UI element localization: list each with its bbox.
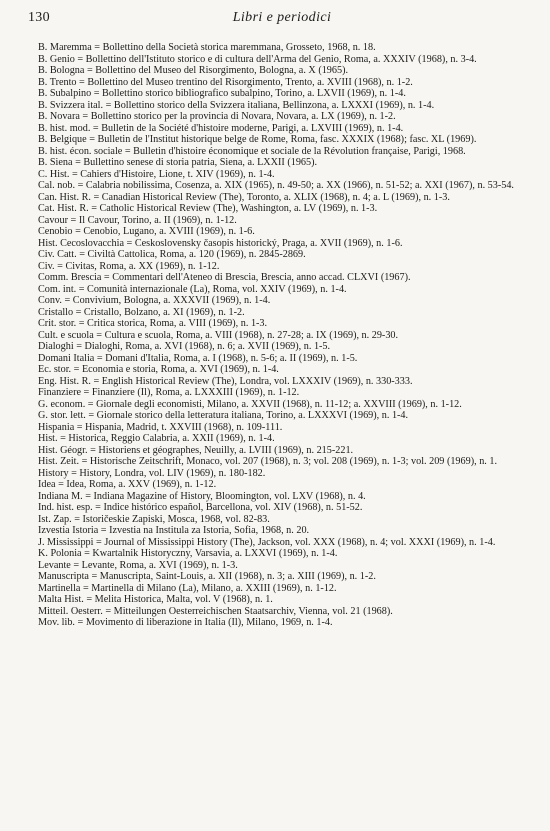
list-item: Cavour = Il Cavour, Torino, a. II (1969), n. 1-12. — [38, 214, 237, 226]
list-item: Cult. e scuola = Cultura e scuola, Roma, a. VIII (1968), n. 27-28; a. IX (1969), n. 29-30. — [38, 329, 399, 341]
list-item: Cat. Hist. R. = Catholic Historical Review (The), Washington, a. LV (1969), n. 1-3. — [38, 203, 378, 214]
list-item: B. Svizzera ital. = Bollettino storico della Svizzera italiana, Bellinzona, a. LXXXI (1969), n. 1-4. — [38, 99, 435, 111]
page-header — [28, 10, 536, 32]
list-item: B. Bologna = Bollettino del Museo del Risorgimento, Bologna, a. X (1965). — [38, 65, 349, 76]
list-item: Manuscripta = Manuscripta, Saint-Louis, a. XII (1968), n. 3; a. XIII (1969), n. 1-2. — [38, 571, 376, 582]
list-item: Hist. Géogr. = Historiens et géographes, Neuilly, a. LVIII (1969), n. 215-221. — [38, 444, 354, 456]
list-item: Cristallo = Cristallo, Bolzano, a. XI (1969), n. 1-2. — [38, 306, 245, 318]
list-item: K. Polonia = Kwartalnik Historyczny, Varsavia, a. LXXVI (1969), n. 1-4. — [38, 548, 338, 559]
abbreviation-list — [38, 42, 536, 629]
list-item: B. Trento = Bollettino del Museo trentino del Risorgimento, Trento, a. XVIII (1968), n. 1-2. — [38, 76, 413, 88]
list-item: Com. int. = Comunità internazionale (La), Roma, vol. XXIV (1969), n. 1-4. — [38, 283, 347, 295]
list-item: Hist. Zeit. = Historische Zeitschrift, Monaco, vol. 207 (1968), n. 3; vol. 208 (1969), n. 1-3; vol. 209 (1969), n. 1. — [38, 456, 498, 467]
page-number: 130 — [28, 10, 50, 25]
list-item: Ec. stor. = Economia e storia, Roma, a. XVI (1969), n. 1-4. — [38, 364, 279, 375]
list-item: J. Mississippi = Journal of Mississippi History (The), Jackson, vol. XXX (1968), n. 4; vol. XXXI (1969), n. 1-4. — [38, 536, 496, 548]
list-item: Hist. = Historica, Reggio Calabria, a. XXII (1969), n. 1-4. — [38, 433, 275, 444]
list-item: G. econom. = Giornale degli economisti, Milano, a. XXVII (1968), n. 11-12; a. XXVIII (1969), n. 1-12. — [38, 398, 462, 410]
list-item: Domani Italia = Domani d'Italia, Roma, a. I (1968), n. 5-6; a. II (1969), n. 1-5. — [38, 352, 358, 364]
list-item: Mitteil. Oesterr. = Mitteilungen Oesterreichischen Staatsarchiv, Vienna, vol. 21 (1968). — [38, 605, 393, 617]
list-item: C. Hist. = Cahiers d'Histoire, Lione, t. XIV (1969), n. 1-4. — [38, 168, 275, 180]
list-item: B. hist. mod. = Bulletin de la Société d'histoire moderne, Parigi, a. LXVIII (1969), n. 1-4. — [38, 122, 404, 134]
list-item: Hist. Cecoslovacchia = Ceskoslovensky časopis historický, Praga, a. XVII (1969), n. 1-6. — [38, 237, 403, 249]
list-item: Civ. Catt. = Civiltà Cattolica, Roma, a. 120 (1969), n. 2845-2869. — [38, 249, 306, 260]
list-item: Indiana M. = Indiana Magazine of History, Bloomington, vol. LXV (1968), n. 4. — [38, 490, 366, 502]
list-item: Comm. Brescia = Commentari dell'Ateneo di Brescia, Brescia, anno accad. CLXVI (1967). — [38, 272, 411, 283]
list-item: History = History, Londra, vol. LIV (1969), n. 180-182. — [38, 467, 266, 479]
list-item: B. Novara = Bollettino storico per la provincia di Novara, Novara, a. LX (1969), n. 1-2. — [38, 111, 396, 122]
list-item: Cenobio = Cenobio, Lugano, a. XVIII (1969), n. 1-6. — [38, 226, 255, 237]
list-item: Eng. Hist. R. = English Historical Review (The), Londra, vol. LXXXIV (1969), n. 330-333. — [38, 375, 413, 387]
list-item: Cal. nob. = Calabria nobilissima, Cosenza, a. XIX (1965), n. 49-50; a. XX (1966), n. 51-52; a. XXI (1967), n. 53-54. — [38, 180, 514, 191]
list-item: Hispania = Hispania, Madrid, t. XXVIII (1968), n. 109-111. — [38, 421, 283, 433]
list-item: Dialoghi = Dialoghi, Roma, a. XVI (1968), n. 6; a. XVII (1969), n. 1-5. — [38, 341, 331, 352]
list-item: Conv. = Convivium, Bologna, a. XXXVII (1969), n. 1-4. — [38, 295, 271, 306]
list-item: G. stor. lett. = Giornale storico della letteratura italiana, Torino, a. LXXXVI (1969), n. 1-4. — [38, 410, 409, 421]
list-item: Civ. = Civitas, Roma, a. XX (1969), n. 1-12. — [38, 260, 220, 272]
list-item: Mov. lib. = Movimento di liberazione in Italia (Il), Milano, 1969, n. 1-4. — [38, 617, 333, 628]
list-item: Crit. stor. = Critica storica, Roma, a. VIII (1969), n. 1-3. — [38, 318, 268, 329]
list-item: Malta Hist. = Melita Historica, Malta, vol. V (1968), n. 1. — [38, 594, 273, 605]
list-item: B. hist. écon. sociale = Bulletin d'histoire économique et sociale de la Révolution française, Parigi, 1968. — [38, 145, 466, 157]
list-item: B. Belgique = Bulletin de l'Institut historique belge de Rome, Roma, fasc. XXXIX (1968); fasc. XL (1969). — [38, 134, 477, 145]
list-item: Martinella = Martinella di Milano (La), Milano, a. XXIII (1969), n. 1-12. — [38, 582, 337, 594]
list-item: B. Siena = Bullettino senese di storia patria, Siena, a. LXXII (1965). — [38, 157, 318, 168]
running-title: Libri e periodici — [232, 10, 332, 25]
list-item: Levante = Levante, Roma, a. XVI (1969), n. 1-3. — [38, 559, 238, 571]
list-item: Ind. hist. esp. = Indice histórico español, Barcellona, vol. XIV (1968), n. 51-52. — [38, 502, 363, 513]
list-item: Idea = Idea, Roma, a. XXV (1969), n. 1-12. — [38, 479, 217, 490]
list-item: Ist. Zap. = Istoričeskie Zapiski, Mosca, 1968, vol. 82-83. — [38, 513, 270, 525]
list-item: Can. Hist. R. = Canadian Historical Review (The), Toronto, a. XLIX (1968), n. 4; a. L (1969), n. 1-3. — [38, 191, 450, 203]
list-item: B. Maremma = Bollettino della Società storica maremmana, Grosseto, 1968, n. 18. — [38, 42, 376, 53]
list-item: Izvestia Istoria = Izvestia na Institula za Istoria, Sofia, 1968, n. 20. — [38, 525, 310, 536]
list-item: Finanziere = Finanziere (Il), Roma, a. LXXXIII (1969), n. 1-12. — [38, 387, 300, 398]
list-item: B. Genio = Bollettino dell'Istituto storico e di cultura dell'Arma del Genio, Roma, a. XXXIV (1968), n. 3-4. — [38, 53, 477, 65]
list-item: B. Subalpino = Bollettino storico bibliografico subalpino, Torino, a. LXVII (1969), n. 1-4. — [38, 88, 406, 99]
